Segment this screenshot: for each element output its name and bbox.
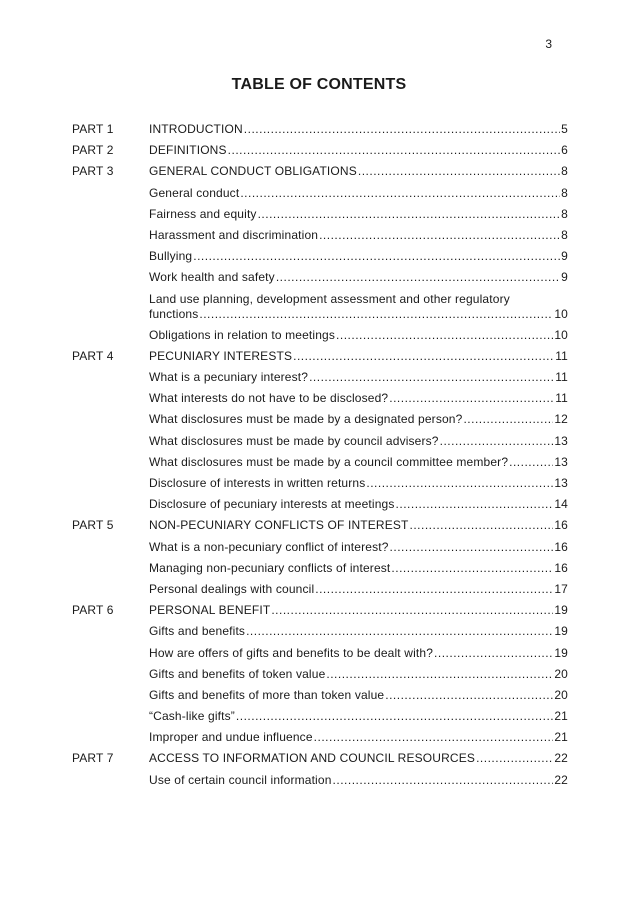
toc-entry[interactable] — [72, 561, 568, 576]
dot-leader — [258, 207, 561, 222]
toc-entry[interactable] — [72, 412, 568, 427]
dot-leader — [240, 186, 560, 201]
toc-entry[interactable] — [72, 667, 568, 682]
dot-leader — [509, 455, 553, 470]
dot-leader — [463, 412, 553, 427]
dot-leader — [193, 249, 560, 264]
dot-leader — [333, 773, 554, 788]
toc-entry[interactable] — [72, 709, 568, 724]
toc-page-number: 14 — [554, 497, 568, 512]
toc-page-number: 13 — [554, 433, 568, 448]
dot-leader — [199, 307, 553, 322]
toc-page-number: 19 — [554, 624, 568, 639]
dot-leader — [440, 434, 554, 449]
toc-entry[interactable] — [72, 624, 568, 639]
toc-entry[interactable] — [72, 582, 568, 597]
toc-part-label: PART 7 — [72, 751, 114, 766]
dot-leader — [293, 349, 554, 364]
dot-leader — [410, 518, 554, 533]
toc-page-number: 11 — [555, 370, 568, 385]
toc-entry[interactable] — [72, 186, 568, 201]
toc-entry[interactable] — [72, 434, 568, 449]
page-title: TABLE OF CONTENTS — [231, 76, 407, 93]
toc-entry[interactable] — [72, 292, 568, 322]
toc-entry[interactable] — [72, 603, 568, 618]
dot-leader — [358, 164, 560, 179]
toc-entry-title: What disclosures must be made by a council committee member? — [149, 454, 509, 469]
toc-entry-title: How are offers of gifts and benefits to be dealt with? — [149, 645, 434, 660]
toc-page-number: 8 — [561, 206, 568, 221]
toc-part-label: PART 6 — [72, 603, 114, 618]
toc-entry-title: PECUNIARY INTERESTS — [149, 348, 293, 363]
toc-entry-title: Improper and undue influence — [149, 730, 313, 745]
toc-entry-title: What interests do not have to be disclosed? — [149, 391, 389, 406]
toc-page-number: 8 — [561, 227, 568, 242]
toc-entry-title: NON-PECUNIARY CONFLICTS OF INTEREST — [149, 518, 409, 533]
dot-leader — [391, 561, 553, 576]
dot-leader — [476, 751, 553, 766]
table-of-contents — [72, 122, 568, 794]
toc-entry[interactable] — [72, 497, 568, 512]
toc-page-number: 9 — [561, 270, 568, 285]
toc-page-number: 6 — [561, 143, 568, 158]
toc-entry-title: Disclosure of interests in written returns — [149, 476, 366, 490]
toc-entry[interactable] — [72, 122, 568, 137]
dot-leader — [434, 646, 553, 661]
dot-leader — [389, 391, 554, 406]
toc-entry[interactable] — [72, 730, 568, 745]
dot-leader — [236, 709, 553, 724]
toc-entry[interactable] — [72, 349, 568, 364]
toc-page-number: 20 — [554, 666, 568, 681]
toc-entry-title: INTRODUCTION — [149, 122, 243, 136]
dot-leader — [319, 228, 560, 243]
toc-entry[interactable] — [72, 773, 568, 788]
toc-page-number: 13 — [554, 454, 568, 469]
dot-leader — [396, 497, 554, 512]
toc-entry[interactable] — [72, 164, 568, 179]
toc-page-number: 19 — [554, 603, 568, 618]
toc-entry-title: What is a pecuniary interest? — [149, 370, 309, 385]
toc-entry-title: Gifts and benefits of token value — [149, 666, 326, 681]
toc-entry[interactable] — [72, 270, 568, 285]
toc-page-number: 5 — [561, 122, 568, 136]
dot-leader — [244, 122, 560, 137]
toc-entry[interactable] — [72, 207, 568, 222]
dot-leader — [366, 476, 553, 491]
toc-entry-title: “Cash-like gifts” — [149, 709, 235, 724]
toc-entry-title: Disclosure of pecuniary interests at meetings — [149, 497, 395, 512]
toc-page-number: 12 — [554, 412, 568, 427]
toc-page-number: 21 — [554, 730, 568, 745]
toc-part-label: PART 4 — [72, 348, 114, 363]
toc-entry-title: Use of certain council information — [149, 772, 332, 787]
toc-entry[interactable] — [72, 328, 568, 343]
toc-entry[interactable] — [72, 249, 568, 264]
toc-page-number: 21 — [554, 709, 568, 724]
toc-page-number: 19 — [554, 645, 568, 660]
toc-entry[interactable] — [72, 143, 568, 158]
toc-entry[interactable] — [72, 455, 568, 470]
toc-entry-title: Gifts and benefits — [149, 624, 246, 639]
dot-leader — [228, 143, 561, 158]
toc-page-number: 20 — [554, 687, 568, 702]
toc-entry[interactable] — [72, 370, 568, 385]
dot-leader — [246, 624, 553, 639]
toc-entry-title: Land use planning, development assessment and other regulatory — [149, 291, 510, 306]
toc-entry-title: Managing non-pecuniary conflicts of interest — [149, 560, 391, 575]
dot-leader — [314, 730, 554, 745]
toc-entry-title: Obligations in relation to meetings — [149, 327, 336, 342]
dot-leader — [309, 370, 554, 385]
toc-entry[interactable] — [72, 228, 568, 243]
dot-leader — [326, 667, 553, 682]
toc-page-number: 8 — [561, 185, 568, 200]
toc-entry-title: What disclosures must be made by a designated person? — [149, 412, 463, 427]
toc-part-label: PART 1 — [72, 122, 114, 136]
dot-leader — [315, 582, 553, 597]
toc-entry-title: Work health and safety — [149, 270, 275, 285]
toc-entry-title: Bullying — [149, 249, 193, 264]
toc-page-number: 8 — [561, 164, 568, 179]
toc-part-label: PART 5 — [72, 518, 114, 533]
toc-page-number: 10 — [554, 306, 568, 321]
toc-entry[interactable] — [72, 518, 568, 533]
toc-part-label: PART 2 — [72, 143, 114, 158]
toc-page-number: 22 — [554, 772, 568, 787]
toc-page-number: 16 — [554, 539, 568, 554]
toc-entry[interactable] — [72, 688, 568, 703]
toc-entry[interactable] — [72, 646, 568, 661]
dot-leader — [271, 603, 553, 618]
toc-entry[interactable] — [72, 391, 568, 406]
toc-entry-title: Fairness and equity — [149, 206, 257, 221]
toc-entry[interactable] — [72, 751, 568, 766]
toc-entry-title: Gifts and benefits of more than token value — [149, 687, 385, 702]
page-number: 3 — [545, 37, 552, 51]
toc-page-number: 10 — [554, 327, 568, 342]
toc-page-number: 17 — [554, 581, 568, 596]
toc-page-number: 16 — [554, 518, 568, 533]
dot-leader — [390, 540, 554, 555]
toc-entry-title: Personal dealings with council — [149, 581, 315, 596]
toc-entry-title: PERSONAL BENEFIT — [149, 603, 271, 618]
toc-page-number: 9 — [561, 249, 568, 264]
toc-page-number: 11 — [555, 348, 568, 363]
toc-page-number: 16 — [554, 560, 568, 575]
toc-entry[interactable] — [72, 476, 568, 491]
toc-entry-title: General conduct — [149, 185, 240, 200]
toc-entry-title: What disclosures must be made by council advisers? — [149, 433, 439, 448]
toc-entry-title: Harassment and discrimination — [149, 227, 319, 242]
dot-leader — [276, 270, 560, 285]
toc-entry-title: What is a non-pecuniary conflict of interest? — [149, 539, 389, 554]
toc-part-label: PART 3 — [72, 164, 114, 179]
dot-leader — [385, 688, 553, 703]
toc-entry[interactable] — [72, 540, 568, 555]
dot-leader — [336, 328, 553, 343]
toc-entry-title: DEFINITIONS — [149, 143, 227, 158]
toc-page-number: 13 — [554, 476, 568, 490]
toc-page-number: 22 — [554, 751, 568, 766]
toc-entry-title-continuation: functions — [149, 306, 199, 321]
toc-entry-title: ACCESS TO INFORMATION AND COUNCIL RESOURCES — [149, 751, 476, 766]
toc-page-number: 11 — [555, 391, 568, 406]
toc-entry-title: GENERAL CONDUCT OBLIGATIONS — [149, 164, 357, 179]
